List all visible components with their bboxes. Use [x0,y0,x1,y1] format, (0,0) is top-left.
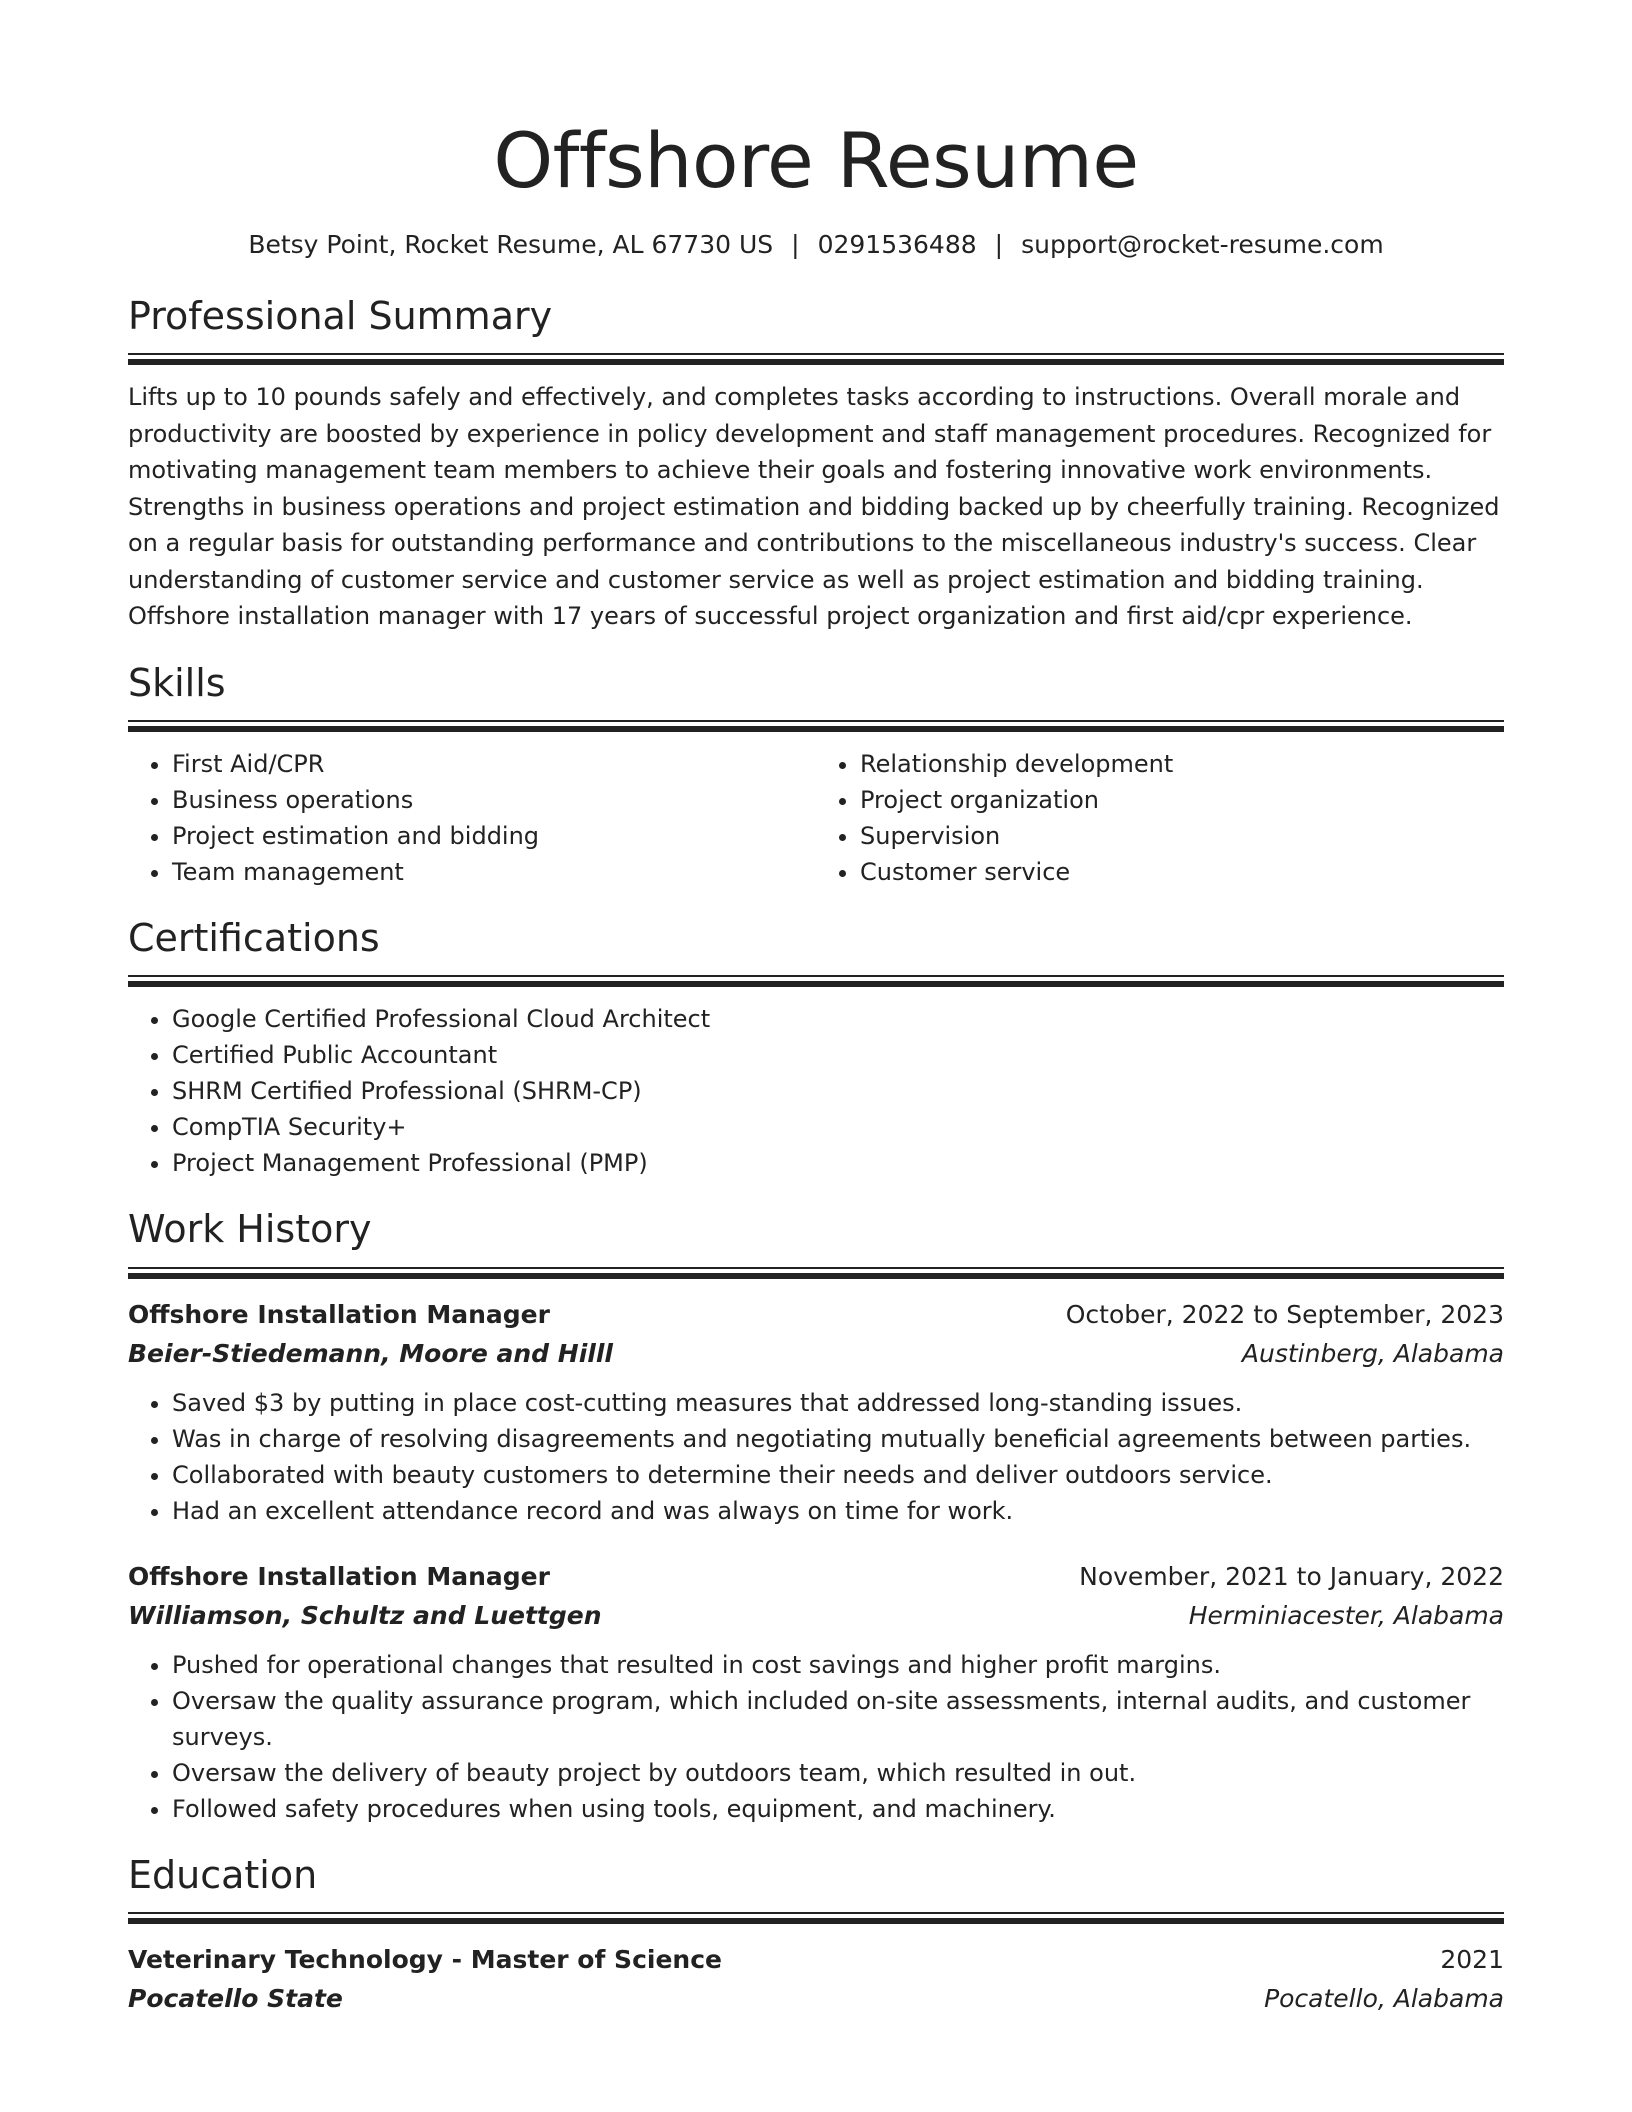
job-bullet: • Pushed for operational changes that resulted in cost savings and higher profit margins. [172,1647,1504,1683]
job-location: Herminiacester, Alabama [1188,1600,1504,1630]
contact-line [128,229,1504,262]
job-role: Offshore Installation Manager [128,1561,550,1591]
job-company-row [128,1334,1504,1373]
summary-heading: Professional Summary [128,293,553,338]
skill-item: • Relationship development [860,746,1504,782]
work-history-section [128,1205,1504,1826]
education-header-row [128,1940,1504,1979]
education-degree: Veterinary Technology - Master of Science [128,1945,722,1975]
job-company: Beier-Stiedemann, Moore and Hilll [128,1338,613,1368]
work-history-heading: Work History [128,1207,372,1252]
education-entry [128,1940,1504,2018]
job-bullets [128,1647,1504,1827]
job-bullet: • Collaborated with beauty customers to determine their needs and deliver outdoors service. [172,1457,1504,1493]
section-divider [128,720,1504,732]
skill-item: • Business operations [172,782,816,818]
skill-item: • Project organization [860,782,1504,818]
certification-item: • Project Management Professional (PMP) [172,1145,1504,1181]
job-header-row [128,1295,1504,1334]
skill-item: • Project estimation and bidding [172,818,816,854]
certification-item: • Google Certified Professional Cloud Architect [172,1001,1504,1037]
skill-item: • First Aid/CPR [172,746,816,782]
education-section [128,1851,1504,2018]
job-header-row [128,1557,1504,1596]
skill-item: • Customer service [860,854,1504,890]
job-entry [128,1295,1504,1529]
job-bullet: • Oversaw the delivery of beauty project by outdoors team, which resulted in out. [172,1755,1504,1791]
job-dates: October, 2022 to September, 2023 [1065,1299,1504,1329]
skills-section [128,659,1504,890]
certifications-heading: Certifications [128,915,380,960]
certification-item: • Certified Public Accountant [172,1037,1504,1073]
certification-item: • SHRM Certified Professional (SHRM-CP) [172,1073,1504,1109]
certifications-list [128,1001,1504,1181]
job-bullet: • Was in charge of resolving disagreements and negotiating mutually beneficial agreements between parties. [172,1421,1504,1457]
skills-columns [128,746,1504,890]
summary-section [128,292,1504,635]
job-dates: November, 2021 to January, 2022 [1079,1561,1504,1591]
certifications-section [128,914,1504,1181]
job-bullets [128,1385,1504,1529]
resume-title: Offshore Resume [493,116,1139,205]
education-year: 2021 [1440,1945,1504,1975]
job-company-row [128,1596,1504,1635]
contact-separator: | [791,230,800,260]
section-divider [128,975,1504,987]
skills-heading: Skills [128,660,226,705]
education-school-row [128,1979,1504,2018]
contact-email: support@rocket-resume.com [1021,230,1384,260]
job-role: Offshore Installation Manager [128,1299,550,1329]
education-heading: Education [128,1852,318,1897]
contact-separator: | [994,230,1004,260]
job-company: Williamson, Schultz and Luettgen [128,1600,602,1630]
education-school: Pocatello State [128,1984,343,2014]
skill-item: • Team management [172,854,816,890]
contact-phone: 0291536488 [817,230,977,260]
job-bullet: • Oversaw the quality assurance program, which included on-site assessments, internal audits, and customer surveys. [172,1683,1504,1755]
contact-address: Betsy Point, Rocket Resume, AL 67730 US [248,230,774,260]
certification-item: • CompTIA Security+ [172,1109,1504,1145]
section-divider [128,353,1504,365]
section-divider [128,1912,1504,1924]
job-entry [128,1557,1504,1827]
skills-list-left [128,746,816,890]
summary-text: Lifts up to 10 pounds safely and effectively, and completes tasks according to instructions. Overall morale and productivity are boosted by experience in policy development and staff management procedures. Recognized for motivating management team members to achieve their goals and fostering innovative work environments. Strengths in business operations and project estimation and bidding backed up by cheerfully training. Recognized on a regular basis for outstanding performance and contributions to the miscellaneous industry's success. Clear understanding of customer service and customer service as well as project estimation and bidding training. Offshore installation manager with 17 years of successful project organization and first aid/cpr experience. [128,383,1500,630]
education-location: Pocatello, Alabama [1264,1984,1504,2014]
job-bullet: • Followed safety procedures when using tools, equipment, and machinery. [172,1791,1504,1827]
section-divider [128,1267,1504,1279]
job-bullet: • Had an excellent attendance record and was always on time for work. [172,1493,1504,1529]
skill-item: • Supervision [860,818,1504,854]
skills-list-right [816,746,1504,890]
job-bullet: • Saved $3 by putting in place cost-cutting measures that addressed long-standing issues. [172,1385,1504,1421]
job-location: Austinberg, Alabama [1241,1338,1504,1368]
